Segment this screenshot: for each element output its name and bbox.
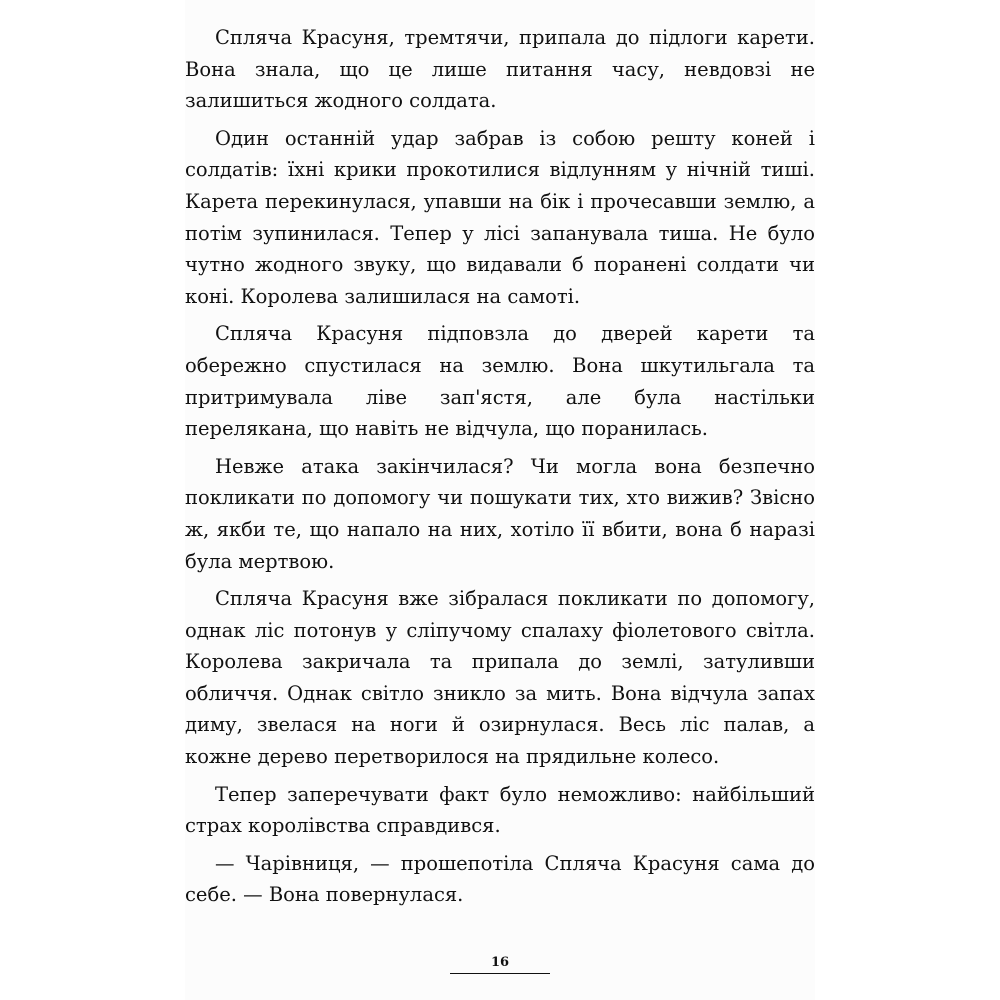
paragraph: Спляча Красуня, тремтячи, припала до підлоги карети. Вона знала, що це лише питання часу, невдовзі не залишиться жодного солдата. xyxy=(185,26,815,113)
paragraph: Спляча Красуня підповзла до дверей карети та обережно спустилася на землю. Вона шкутильгала та притримувала ліве зап'ястя, але була настільки перелякана, що навіть не відчула, що поранилась. xyxy=(185,322,815,441)
page-number-rule xyxy=(450,973,550,974)
body-text xyxy=(185,22,815,917)
paragraph: — Чарівниця, — прошепотіла Спляча Красуня сама до себе. — Вона повернулася. xyxy=(185,851,815,907)
paragraph: Тепер заперечувати факт було неможливо: найбільший страх королівства справдився. xyxy=(185,782,815,838)
paragraph: Невже атака закінчилася? Чи могла вона безпечно покликати по допомогу чи пошукати тих, хто вижив? Звісно ж, якби те, що напало на них, хотіло її вбити, вона б наразі була мертвою. xyxy=(185,454,815,573)
paragraph: Спляча Красуня вже зібралася покликати по допомогу, однак ліс потонув у сліпучому спалаху фіолетового світла. Королева закричала та припала до землі, затуливши обличчя. Однак світло зникло за мить. Вона відчула запах диму, звелася на ноги й озирнулася. Весь ліс палав, а кожне дерево перетворилося на прядильне колесо. xyxy=(185,587,815,769)
paragraph: Один останній удар забрав із собою решту коней і солдатів: їхні крики прокотилися відлунням у нічній тиші. Карета перекинулася, упавши на бік і прочесавши землю, а потім зупинилася. Тепер у лісі запанувала тиша. Не було чутно жодного звуку, що видавали б поранені солдати чи коні. Королева залишилася на самоті. xyxy=(185,126,815,308)
book-page xyxy=(185,0,815,1000)
page-number: 16 xyxy=(490,955,510,970)
